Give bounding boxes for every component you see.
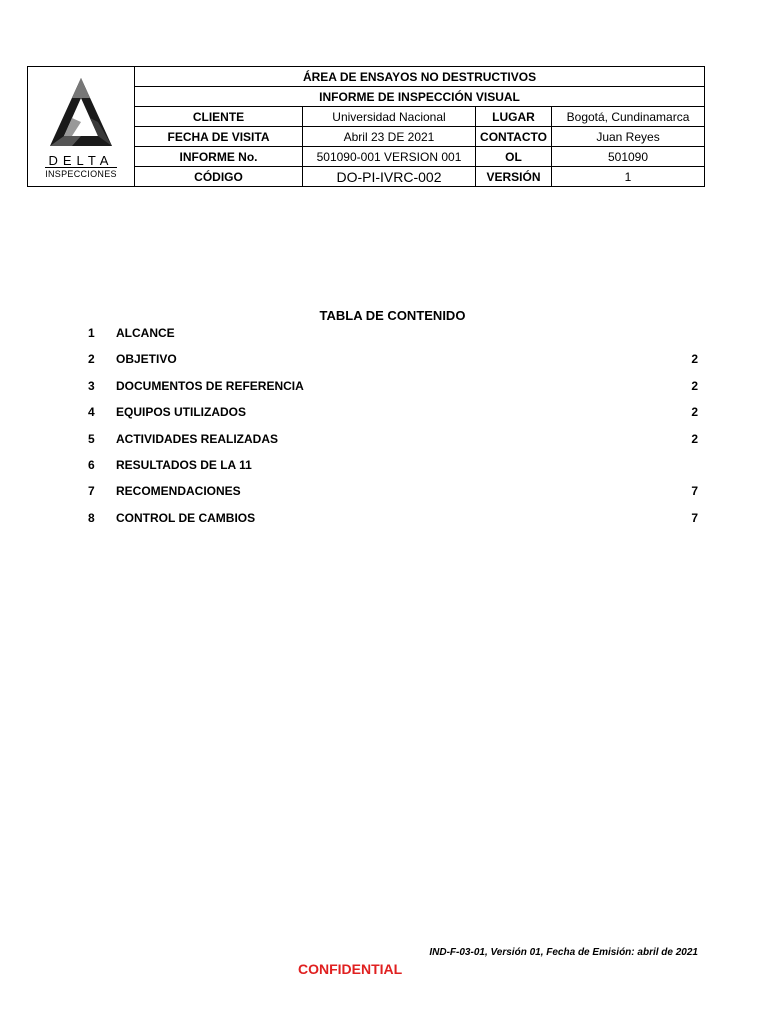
ol-label: OL [476, 147, 552, 167]
toc-item[interactable] [88, 324, 698, 350]
toc-item-page: 2 [691, 352, 698, 367]
toc-item-label: OBJETIVO [116, 352, 177, 367]
header-table [27, 66, 705, 187]
table-of-contents [88, 324, 698, 535]
visit-date-label: FECHA DE VISITA [135, 127, 303, 147]
contact-value: Juan Reyes [552, 127, 705, 147]
toc-item-number: 8 [88, 510, 95, 525]
toc-item-page: 2 [691, 431, 698, 446]
toc-item-number: 3 [88, 378, 95, 393]
toc-item-page: 2 [691, 405, 698, 420]
toc-item[interactable] [88, 430, 698, 456]
toc-item[interactable] [88, 482, 698, 508]
ol-value: 501090 [552, 147, 705, 167]
toc-item-page: 7 [691, 484, 698, 499]
version-value: 1 [552, 167, 705, 187]
toc-item-label: ALCANCE [116, 326, 175, 340]
client-label: CLIENTE [135, 107, 303, 127]
client-value: Universidad Nacional [303, 107, 476, 127]
toc-item[interactable] [88, 509, 698, 535]
toc-item-label: DOCUMENTOS DE REFERENCIA [116, 378, 304, 393]
toc-item-label: ACTIVIDADES REALIZADAS [116, 431, 279, 446]
report-number-label: INFORME No. [135, 147, 303, 167]
logo-cell [28, 67, 135, 187]
report-title: INFORME DE INSPECCIÓN VISUAL [135, 87, 705, 107]
delta-triangle-logo-icon [46, 74, 116, 152]
toc-item-number: 6 [88, 457, 95, 472]
toc-item-number: 4 [88, 405, 95, 420]
place-label: LUGAR [476, 107, 552, 127]
logo-subtitle: INSPECCIONES [45, 169, 117, 179]
code-label: CÓDIGO [135, 167, 303, 187]
code-value: DO-PI-IVRC-002 [303, 167, 476, 187]
version-label: VERSIÓN [476, 167, 552, 187]
confidential-label: CONFIDENTIAL [298, 961, 403, 977]
company-logo [28, 74, 134, 179]
toc-item-label: CONTROL DE CAMBIOS [116, 510, 256, 525]
toc-item-page: 7 [691, 510, 698, 525]
contact-label: CONTACTO [476, 127, 552, 147]
logo-word: DELTA [48, 153, 114, 168]
toc-item-page: 2 [691, 378, 698, 393]
toc-item-number: 7 [88, 484, 95, 499]
place-value: Bogotá, Cundinamarca [552, 107, 705, 127]
footer-document-reference: IND-F-03-01, Versión 01, Fecha de Emisión: abril de 2021 [429, 947, 698, 958]
toc-item-number: 1 [88, 326, 95, 340]
visit-date-value: Abril 23 DE 2021 [303, 127, 476, 147]
toc-item[interactable] [88, 350, 698, 376]
toc-item[interactable] [88, 377, 698, 403]
toc-title: TABLA DE CONTENIDO [319, 308, 466, 323]
report-number-value: 501090-001 VERSION 001 [303, 147, 476, 167]
area-title: ÁREA DE ENSAYOS NO DESTRUCTIVOS [135, 67, 705, 87]
toc-item-label: EQUIPOS UTILIZADOS [116, 405, 247, 420]
toc-item-number: 5 [88, 431, 95, 446]
toc-item[interactable] [88, 456, 698, 482]
toc-item-number: 2 [88, 352, 95, 367]
toc-item[interactable] [88, 403, 698, 429]
toc-item-label: RECOMENDACIONES [116, 484, 241, 499]
toc-item-label: RESULTADOS DE LA 11 [116, 457, 252, 472]
